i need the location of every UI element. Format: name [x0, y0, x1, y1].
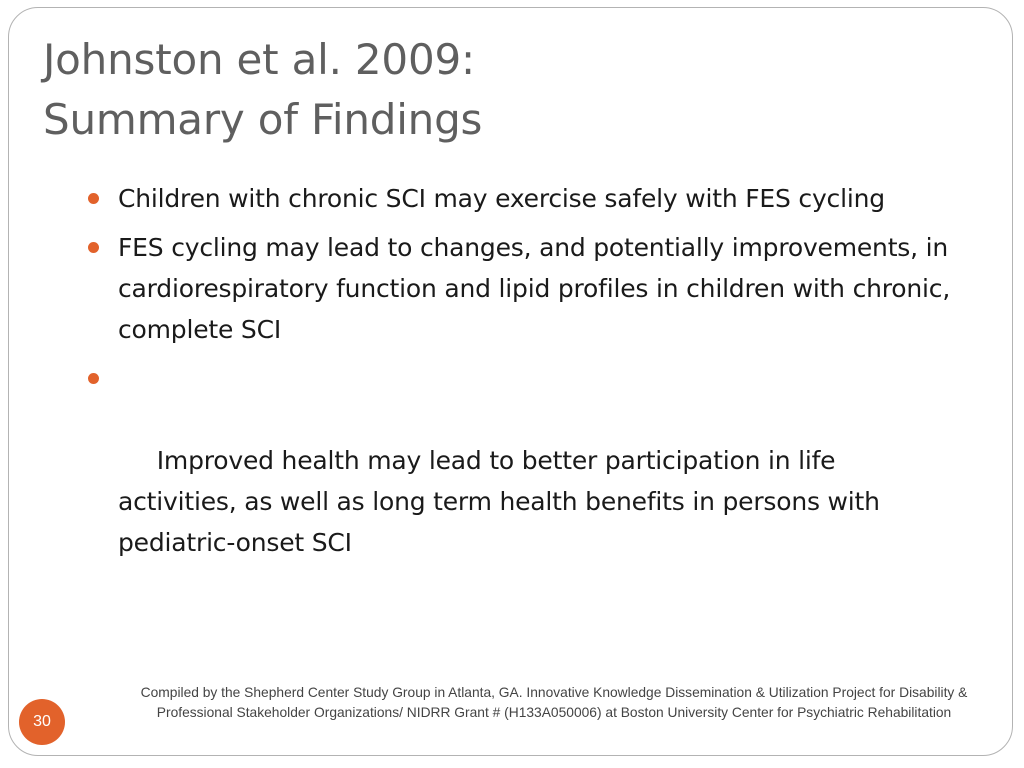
bullet-text: Improved health may lead to better participation in life activities, as well as long term health benefits in persons with pediatric-onset SCI [118, 446, 888, 557]
bullet-text: Children with chronic SCI may exercise safely with FES cycling [118, 184, 885, 213]
bullet-dot-icon [88, 193, 99, 204]
bullet-dot-icon [88, 242, 99, 253]
bullet-item [87, 227, 957, 350]
bullet-item [87, 178, 957, 219]
bullet-list [87, 178, 957, 612]
footer-credit: Compiled by the Shepherd Center Study Group in Atlanta, GA. Innovative Knowledge Dissemination & Utilization Project for Disability & Professional Stakeholder Organizations/ NIDRR Grant # (H133A050006) at Boston University Center for Psychiatric Rehabilitation [140, 685, 968, 720]
title-line-1: Johnston et al. 2009: [43, 35, 475, 84]
slide-title [43, 30, 482, 150]
bullet-dot-icon [88, 373, 99, 384]
bullet-item [87, 358, 957, 604]
title-line-2: Summary of Findings [43, 95, 483, 144]
page-number-badge: 30 [19, 699, 65, 745]
bullet-text: FES cycling may lead to changes, and potentially improvements, in cardiorespiratory function and lipid profiles in children with chronic, complete SCI [118, 233, 951, 344]
